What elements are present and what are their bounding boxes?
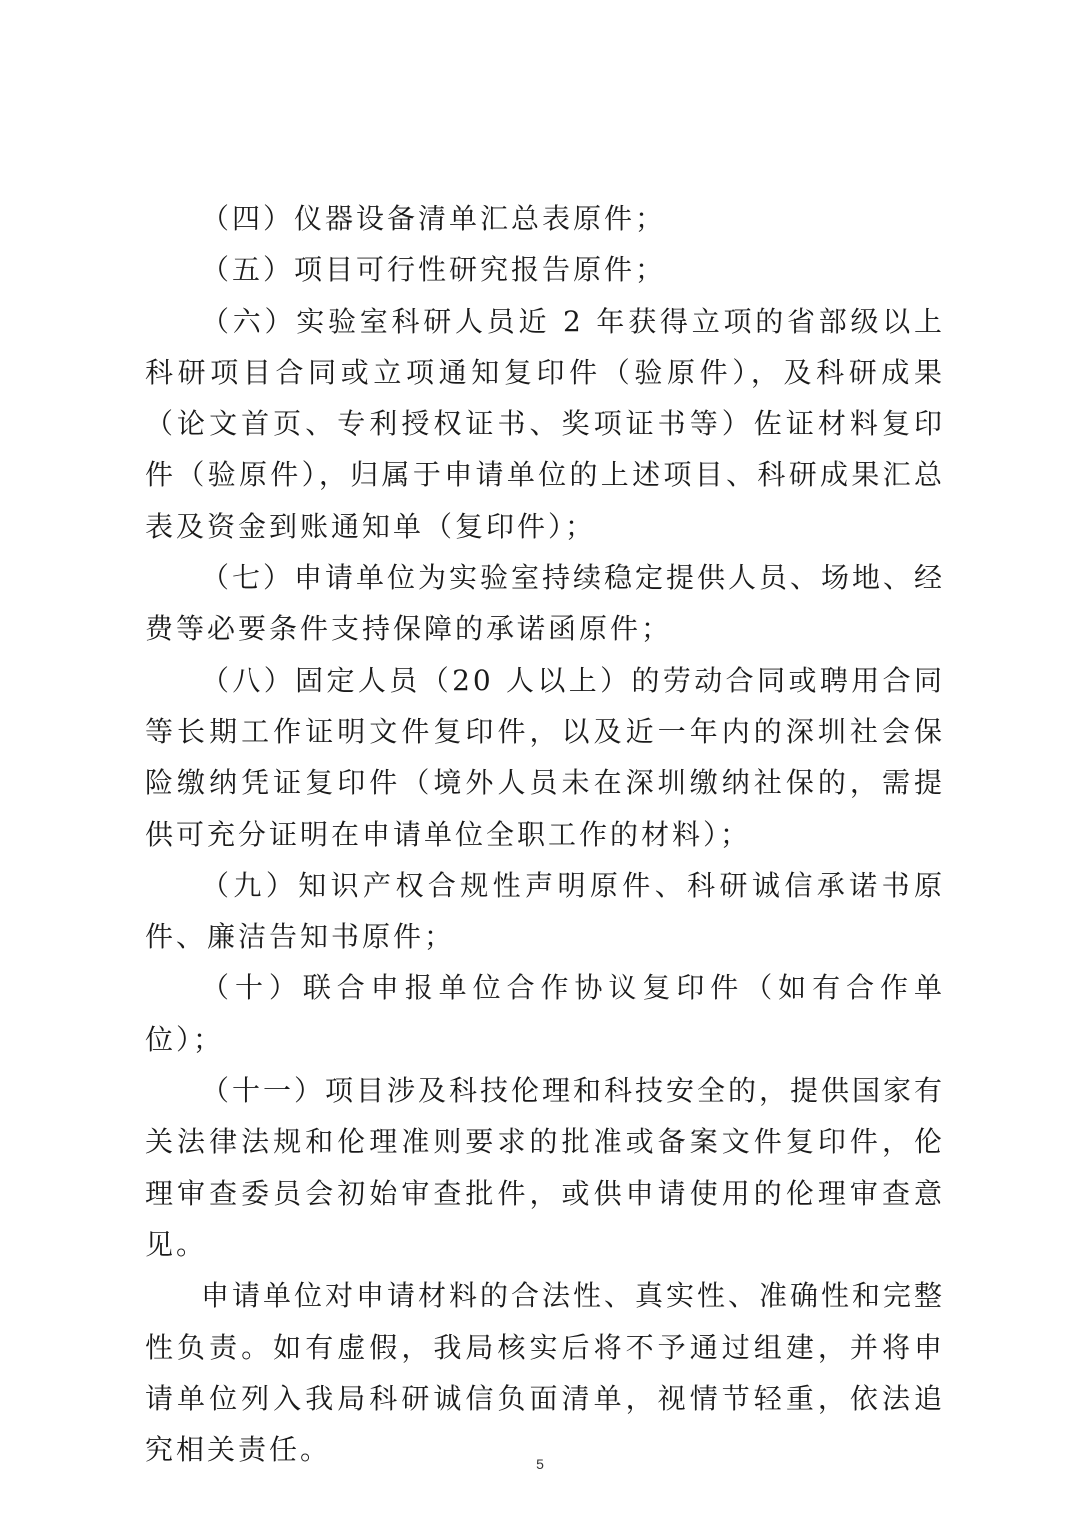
paragraph-item-4: （四）仪器设备清单汇总表原件；: [201, 202, 667, 235]
page-number: 5: [536, 1456, 544, 1472]
paragraph-item-8: （八）固定人员（20 人以上）的劳动合同或聘用合同等长期工作证明文件复印件，以及近一年内的深圳社会保险缴纳凭证复印件（境外人员未在深圳缴纳社保的，需提供可充分证明在申请单位全职工作的材料）；: [145, 663, 945, 851]
paragraph-item-10: （十）联合申报单位合作协议复印件（如有合作单位）；: [145, 971, 945, 1056]
paragraph-item-7: （七）申请单位为实验室持续稳定提供人员、场地、经费等必要条件支持保障的承诺函原件；: [145, 561, 946, 646]
paragraph-item-9: （九）知识产权合规性声明原件、科研诚信承诺书原件、廉洁告知书原件；: [145, 868, 945, 954]
paragraph-responsibility: 申请单位对申请材料的合法性、真实性、准确性和完整性负责。如有虚假，我局核实后将不予通过组建，并将申请单位列入我局科研诚信负面清单，视情节轻重，依法追究相关责任。: [145, 1279, 946, 1467]
paragraph-item-6: （六）实验室科研人员近 2 年获得立项的省部级以上科研项目合同或立项通知复印件（验原件），及科研成果（论文首页、专利授权证书、奖项证书等）佐证材料复印件（验原件），归属于申请单位的上述项目、科研成果汇总表及资金到账通知单（复印件）；: [145, 304, 945, 543]
paragraph-item-11: （十一）项目涉及科技伦理和科技安全的，提供国家有关法律法规和伦理准则要求的批准或备案文件复印件，伦理审查委员会初始审查批件，或供申请使用的伦理审查意见。: [145, 1074, 946, 1261]
paragraph-item-5: （五）项目可行性研究报告原件；: [201, 253, 667, 287]
document-body: [145, 193, 945, 1475]
